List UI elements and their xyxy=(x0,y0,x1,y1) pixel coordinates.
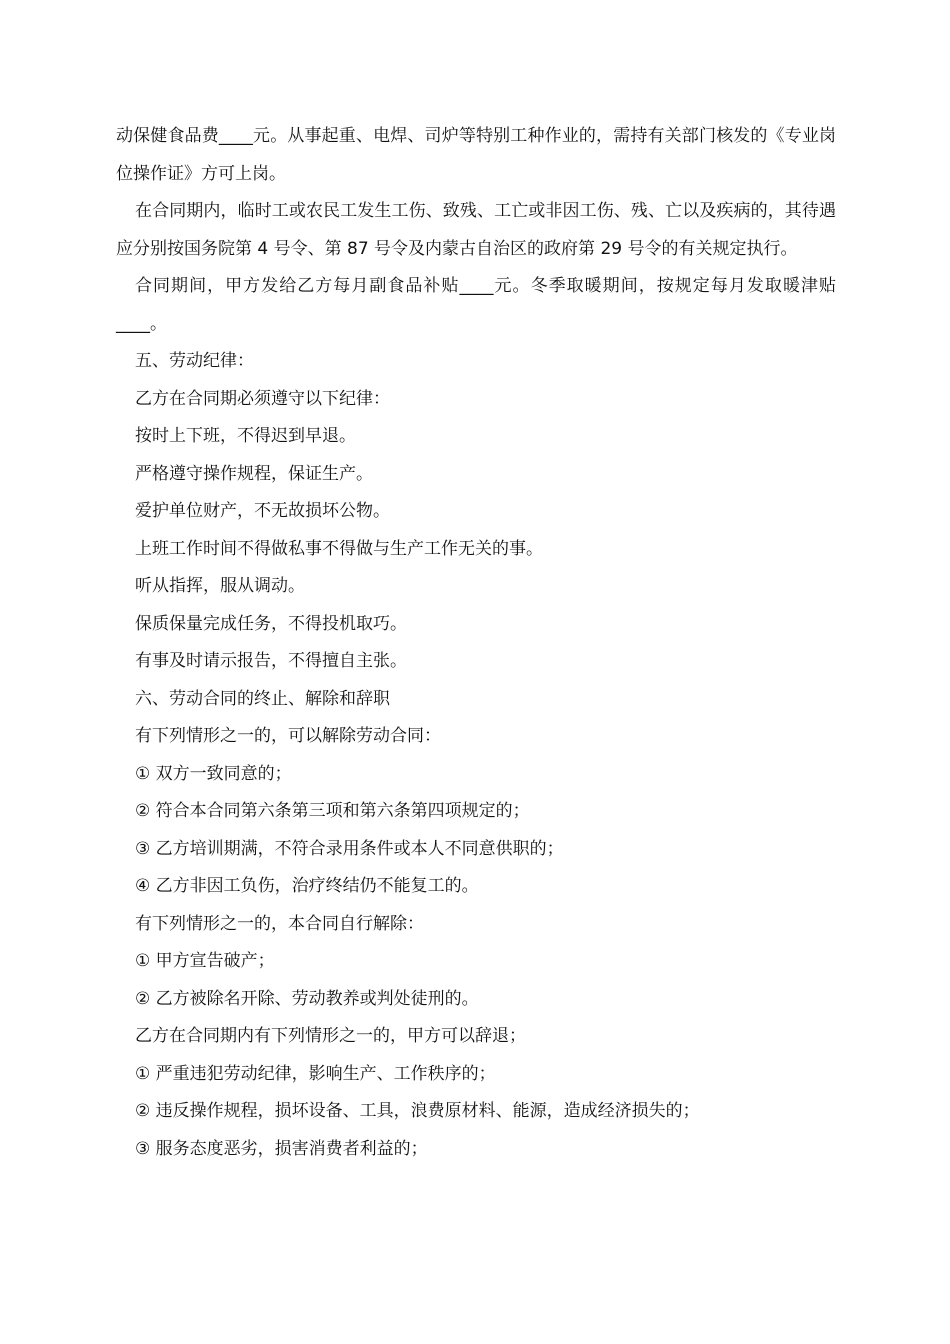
list-item: ① 严重违犯劳动纪律，影响生产、工作秩序的； xyxy=(135,1063,496,1084)
paragraph-dissolution-intro: 有下列情形之一的，可以解除劳动合同： xyxy=(135,726,441,746)
list-item: ③ 乙方培训期满，不符合录用条件或本人不同意供职的； xyxy=(135,838,564,859)
list-item: 听从指挥，服从调动。 xyxy=(135,576,305,596)
list-item: 保质保量完成任务，不得投机取巧。 xyxy=(135,613,407,634)
list-item: ② 符合本合同第六条第三项和第六条第四项规定的； xyxy=(135,801,530,821)
list-item: 严格遵守操作规程，保证生产。 xyxy=(135,463,373,484)
list-item: 上班工作时间不得做私事不得做与生产工作无关的事。 xyxy=(135,538,543,559)
list-item: ② 乙方被除名开除、劳动教养或判处徒刑的。 xyxy=(135,988,479,1009)
section-heading-termination: 六、劳动合同的终止、解除和辞职 xyxy=(135,688,390,709)
paragraph-health-food-fee: 动保健食品费____元。从事起重、电焊、司炉等特别工种作业的，需持有关部门核发的《专业岗位操作证》方可上岗。 xyxy=(116,126,836,184)
paragraph-work-injury: 在合同期内，临时工或农民工发生工伤、致残、工亡或非因工伤、残、亡以及疾病的，其待遇应分别按国务院第 4 号令、第 87 号令及内蒙古自治区的政府第 29 号令的有关规定执行。 xyxy=(116,201,836,259)
list-item: 爱护单位财产，不无故损坏公物。 xyxy=(135,501,390,521)
list-item: ④ 乙方非因工负伤，治疗终结仍不能复工的。 xyxy=(135,876,479,896)
list-item: ① 甲方宣告破产； xyxy=(135,951,275,971)
paragraph-food-subsidy: 合同期间，甲方发给乙方每月副食品补贴____元。冬季取暖期间，按规定每月发取暖津贴____。 xyxy=(116,276,836,334)
list-item: ② 违反操作规程，损坏设备、工具，浪费原材料、能源，造成经济损失的； xyxy=(135,1101,700,1121)
section-heading-labor-discipline: 五、劳动纪律： xyxy=(135,351,254,371)
paragraph-dismissal-intro: 乙方在合同期内有下列情形之一的，甲方可以辞退； xyxy=(135,1026,526,1046)
list-item: 有事及时请示报告，不得擅自主张。 xyxy=(135,651,407,671)
paragraph-auto-dissolution-intro: 有下列情形之一的，本合同自行解除： xyxy=(135,913,424,934)
list-item: 按时上下班，不得迟到早退。 xyxy=(135,426,356,446)
document-body xyxy=(116,118,836,1168)
paragraph-discipline-intro: 乙方在合同期必须遵守以下纪律： xyxy=(135,388,390,409)
list-item: ① 双方一致同意的； xyxy=(135,763,292,784)
list-item: ③ 服务态度恶劣，损害消费者利益的； xyxy=(135,1138,428,1159)
